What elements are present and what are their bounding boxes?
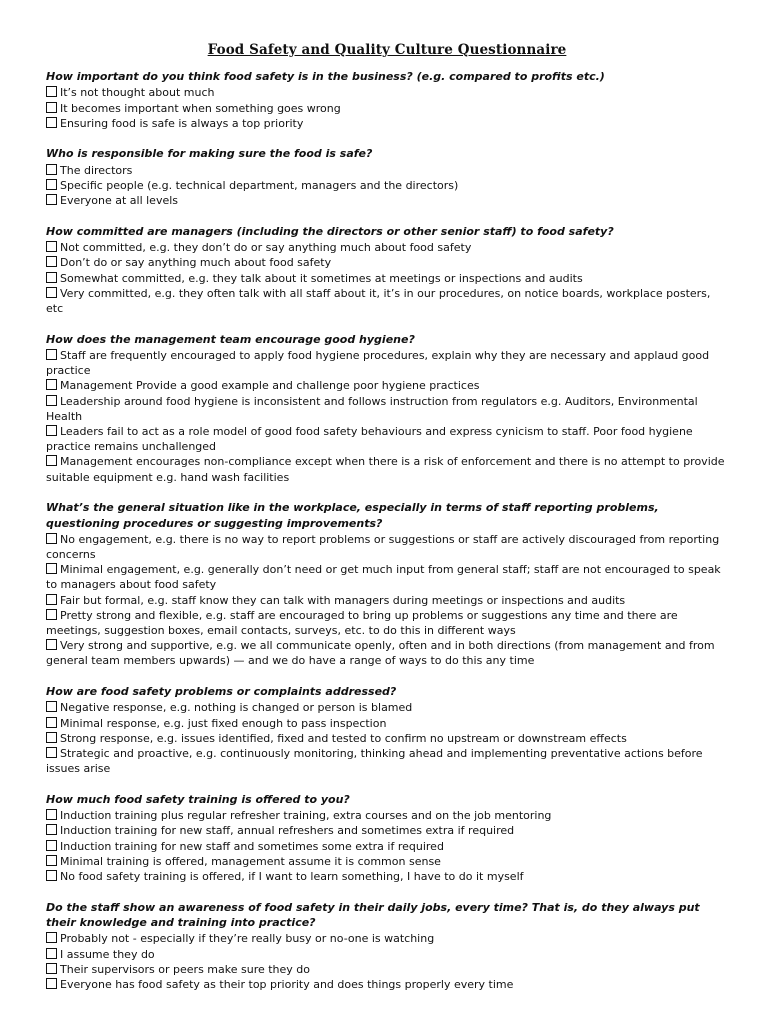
question-section-4 <box>46 332 728 485</box>
answer-option <box>46 378 728 393</box>
checkbox[interactable] <box>46 425 57 436</box>
option-label: Staff are frequently encouraged to apply food hygiene procedures, explain why they are necessary and applaud good practice <box>46 348 710 378</box>
answer-option <box>46 839 728 854</box>
checkbox[interactable] <box>46 824 57 835</box>
option-label: Strong response, e.g. issues identified, fixed and tested to confirm no upstream or downstream effects <box>60 731 627 745</box>
option-label: Everyone at all levels <box>60 194 179 208</box>
option-label: Very strong and supportive, e.g. we all communicate openly, often and in both directions (from management and from general team members upwards) — and we do have a range of ways to do this any time <box>46 639 715 668</box>
answer-option <box>46 424 728 454</box>
option-label: Management encourages non-compliance except when there is a risk of enforcement and there is no attempt to provide suitable equipment e.g. hand wash facilities <box>46 455 725 484</box>
option-label: Somewhat committed, e.g. they talk about it sometimes at meetings or inspections and audits <box>60 271 583 285</box>
option-label: Don’t do or say anything much about food safety <box>60 256 332 270</box>
checkbox[interactable] <box>46 840 57 851</box>
option-label: Their supervisors or peers make sure they do <box>60 962 311 976</box>
option-label: I assume they do <box>60 947 155 961</box>
answer-option <box>46 608 728 638</box>
option-label: Negative response, e.g. nothing is changed or person is blamed <box>60 701 413 715</box>
question-section-3 <box>46 224 728 316</box>
option-label: Strategic and proactive, e.g. continuously monitoring, thinking ahead and implementing preventative actions before issues arise <box>46 747 703 776</box>
question-text: Do the staff show an awareness of food safety in their daily jobs, every time? That is, do they always put their knowledge and training into practice? <box>46 900 700 930</box>
option-label: Ensuring food is safe is always a top priority <box>60 116 304 130</box>
answer-option <box>46 931 728 946</box>
checkbox[interactable] <box>46 932 57 943</box>
option-label: It becomes important when something goes wrong <box>60 101 341 115</box>
checkbox[interactable] <box>46 395 57 406</box>
option-label: Not committed, e.g. they don’t do or say anything much about food safety <box>60 241 472 255</box>
checkbox[interactable] <box>46 639 57 650</box>
checkbox[interactable] <box>46 747 57 758</box>
answer-option <box>46 977 728 992</box>
option-label: Fair but formal, e.g. staff know they can talk with managers during meetings or inspections and audits <box>60 593 626 607</box>
question-section-1 <box>46 69 728 131</box>
checkbox[interactable] <box>46 455 57 466</box>
checkbox[interactable] <box>46 256 57 267</box>
answer-option <box>46 808 728 823</box>
checkbox[interactable] <box>46 732 57 743</box>
option-label: Induction training for new staff and sometimes some extra if required <box>60 839 444 853</box>
answer-option <box>46 85 728 100</box>
checkbox[interactable] <box>46 533 57 544</box>
answer-option <box>46 193 728 208</box>
question-text: Who is responsible for making sure the food is safe? <box>46 147 373 161</box>
option-label: Very committed, e.g. they often talk with all staff about it, it’s in our procedures, on notice boards, workplace posters, etc <box>46 286 711 315</box>
checkbox[interactable] <box>46 563 57 574</box>
answer-option <box>46 348 728 378</box>
checkbox[interactable] <box>46 701 57 712</box>
option-label: Minimal training is offered, management assume it is common sense <box>60 854 441 868</box>
option-label: Induction training for new staff, annual refreshers and sometimes extra if required <box>60 824 515 838</box>
checkbox[interactable] <box>46 241 57 252</box>
answer-option <box>46 178 728 193</box>
question-section-2 <box>46 146 728 208</box>
answer-option <box>46 532 728 562</box>
checkbox[interactable] <box>46 978 57 989</box>
question-section-5 <box>46 500 728 668</box>
answer-option <box>46 454 728 484</box>
answer-option <box>46 116 728 131</box>
checkbox[interactable] <box>46 855 57 866</box>
question-section-8 <box>46 900 728 992</box>
option-label: It’s not thought about much <box>60 86 215 100</box>
option-label: Minimal response, e.g. just fixed enough to pass inspection <box>60 716 387 730</box>
checkbox[interactable] <box>46 609 57 620</box>
option-label: Leadership around food hygiene is inconsistent and follows instruction from regulators e.g. Auditors, Environmental Health <box>46 394 698 423</box>
option-label: Probably not - especially if they’re really busy or no-one is watching <box>60 932 435 946</box>
question-section-7 <box>46 792 728 884</box>
checkbox[interactable] <box>46 86 57 97</box>
checkbox[interactable] <box>46 948 57 959</box>
question-text: How does the management team encourage good hygiene? <box>46 332 415 346</box>
checkbox[interactable] <box>46 379 57 390</box>
answer-option <box>46 947 728 962</box>
checkbox[interactable] <box>46 870 57 881</box>
answer-option <box>46 700 728 715</box>
checkbox[interactable] <box>46 194 57 205</box>
answer-option <box>46 731 728 746</box>
checkbox[interactable] <box>46 117 57 128</box>
checkbox[interactable] <box>46 164 57 175</box>
checkbox[interactable] <box>46 272 57 283</box>
answer-option <box>46 394 728 424</box>
answer-option <box>46 286 728 316</box>
answer-option <box>46 869 728 884</box>
option-label: No engagement, e.g. there is no way to report problems or suggestions or staff are actively discouraged from reporting concerns <box>46 532 720 562</box>
option-label: Minimal engagement, e.g. generally don’t need or get much input from general staff; staff are not encouraged to speak to managers about food safety <box>46 563 721 592</box>
checkbox[interactable] <box>46 179 57 190</box>
answer-option <box>46 101 728 116</box>
option-label: Induction training plus regular refresher training, extra courses and on the job mentoring <box>60 809 552 823</box>
checkbox[interactable] <box>46 809 57 820</box>
question-text: How much food safety training is offered to you? <box>46 792 350 806</box>
checkbox[interactable] <box>46 717 57 728</box>
option-label: Specific people (e.g. technical department, managers and the directors) <box>60 178 459 192</box>
option-label: Management Provide a good example and challenge poor hygiene practices <box>60 379 480 393</box>
option-label: Leaders fail to act as a role model of good food safety behaviours and express cynicism to staff. Poor food hygiene practice remains unchallenged <box>46 424 693 454</box>
checkbox[interactable] <box>46 349 57 360</box>
option-label: The directors <box>60 163 133 177</box>
checkbox[interactable] <box>46 594 57 605</box>
question-text: How important do you think food safety is in the business? (e.g. compared to profits etc.) <box>46 70 605 83</box>
checkbox[interactable] <box>46 287 57 298</box>
answer-option <box>46 823 728 838</box>
answer-option <box>46 240 728 255</box>
option-label: Everyone has food safety as their top priority and does things properly every time <box>60 978 514 991</box>
answer-option <box>46 271 728 286</box>
answer-option <box>46 255 728 270</box>
answer-option <box>46 163 728 178</box>
answer-option <box>46 746 728 776</box>
answer-option <box>46 593 728 608</box>
question-text: How are food safety problems or complaints addressed? <box>46 685 397 699</box>
question-text: What’s the general situation like in the workplace, especially in terms of staff reporting problems, questioning procedures or suggesting improvements? <box>46 501 659 530</box>
answer-option <box>46 716 728 731</box>
page-title: Food Safety and Quality Culture Questionnaire <box>207 42 567 58</box>
answer-option <box>46 562 728 592</box>
answer-option <box>46 962 728 977</box>
checkbox[interactable] <box>46 963 57 974</box>
option-label: Pretty strong and flexible, e.g. staff are encouraged to bring up problems or suggestions any time and there are meetings, suggestion boxes, email contacts, surveys, etc. to do this in different ways <box>46 608 678 638</box>
question-text: How committed are managers (including the directors or other senior staff) to food safety? <box>46 224 614 238</box>
question-section-6 <box>46 684 728 776</box>
option-label: No food safety training is offered, if I want to learn something, I have to do it myself <box>60 870 524 884</box>
answer-option <box>46 638 728 668</box>
checkbox[interactable] <box>46 102 57 113</box>
answer-option <box>46 854 728 869</box>
